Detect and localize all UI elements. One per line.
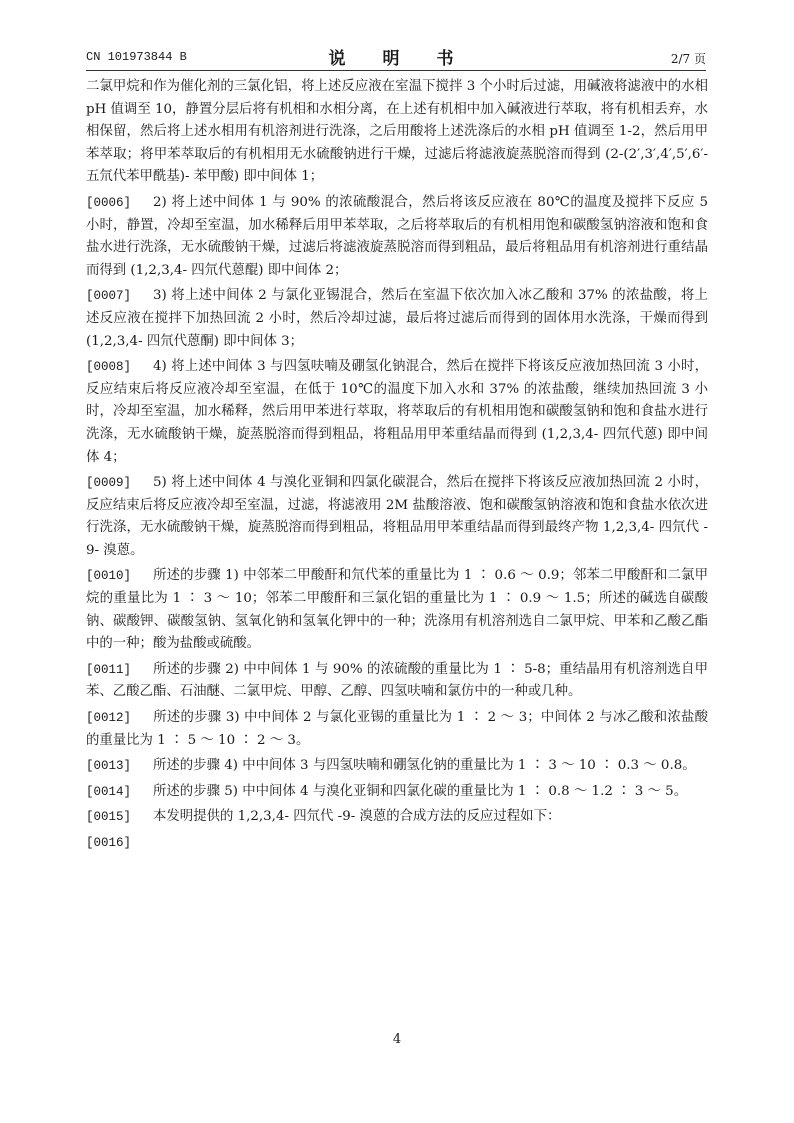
paragraph-text: 本发明提供的 1,2,3,4- 四氘代 -9- 溴蒽的合成方法的反应过程如下： — [153, 809, 561, 825]
paragraph-text: 所述的步骤 2) 中中间体 1 与 90% 的浓硫酸的重量比为 1 ∶ 5-8；重结晶用有机溶剂选自甲苯、乙酸乙酯、石油醚、二氯甲烷、甲醇、乙醇、四氢呋喃和氯仿中的一种或几种。 — [86, 661, 708, 700]
paragraph — [86, 76, 708, 189]
page-indicator: 2/7 页 — [670, 52, 706, 66]
paragraph — [86, 192, 708, 282]
paragraph-number: [0006] — [86, 195, 132, 210]
paragraph — [86, 832, 708, 855]
paragraph-text: 5) 将上述中间体 4 与溴化亚铜和四氯化碳混合，然后在搅拌下将该反应液加热回流 2 小时，反应结束后将反应液冷却至室温，过滤，将滤液用 2M 盐酸溶液、饱和碳酸氢钠溶液和饱和食盐水依次进行洗涤，无水硫酸钠干燥，旋蒸脱溶而得到粗品，将粗品用甲苯重结晶而得到最终产物 1,2,3,4- 四氘代 -9- 溴蒽。 — [86, 475, 708, 558]
paragraph-text: 所述的步骤 3) 中中间体 2 与氯化亚锡的重量比为 1 ∶ 2 ～ 3；中间体 2 与冰乙酸和浓盐酸的重量比为 1 ∶ 5 ～ 10 ∶ 2 ～ 3。 — [86, 710, 708, 748]
paragraph-text: 3) 将上述中间体 2 与氯化亚锡混合，然后在室温下依次加入冰乙酸和 37% 的浓盐酸，将上述反应液在搅拌下加热回流 2 小时，然后冷却过滤，最后将过滤后而得到的固体用水洗涤，干燥而得到 (1,2,3,4- 四氘代蒽酮) 即中间体 3； — [86, 288, 708, 349]
page-number: 4 — [392, 1032, 402, 1047]
paragraph — [86, 285, 708, 353]
paragraph — [86, 565, 708, 655]
paragraph-text: 二氯甲烷和作为催化剂的三氯化铝，将上述反应液在室温下搅拌 3 个小时后过滤，用碱液将滤液中的水相 pH 值调至 10，静置分层后将有机相和水相分离，在上述有机相中加入碱液进行萃取，将有机相丢弃，水相保留，然后将上述水相用有机溶剂进行洗涤，之后用酸将上述洗涤后的水相 pH 值调至 1-2，然后用甲苯萃取；将甲苯萃取后的有机相用无水硫酸钠进行干燥，过滤后将滤液旋蒸脱溶而得到 (2-(2′,3′,4′,5′,6′- 五氘代苯甲酰基)- 苯甲酸) 即中间体 1； — [86, 79, 708, 185]
paragraph-number: [0009] — [86, 476, 132, 491]
paragraph-text: 所述的步骤 1) 中邻苯二甲酸酐和氘代苯的重量比为 1 ∶ 0.6 ～ 0.9；邻苯二甲酸酐和二氯甲烷的重量比为 1 ∶ 3 ～ 10；邻苯二甲酸酐和三氯化铝的重量比为 1 ∶ 0.9 ～ 1.5；所述的碱选自碳酸钠、碳酸钾、碳酸氢钠、氢氧化钠和氢氧化钾中的一种；洗涤用有机溶剂选自二氯甲烷、甲苯和乙酸乙酯中的一种；酸为盐酸或硫酸。 — [86, 568, 708, 652]
paragraph-text: 所述的步骤 4) 中中间体 3 与四氢呋喃和硼氢化钠的重量比为 1 ∶ 3 ～ 10 ∶ 0.3 ～ 0.8。 — [153, 758, 696, 774]
paragraph-number: [0016] — [86, 836, 132, 850]
paragraph-number: [0015] — [86, 810, 132, 825]
paragraph — [86, 659, 708, 704]
paragraph-text: 所述的步骤 5) 中中间体 4 与溴化亚铜和四氯化碳的重量比为 1 ∶ 0.8 ～ 1.2 ∶ 3 ～ 5。 — [153, 783, 688, 799]
paragraph-number: [0014] — [86, 784, 132, 799]
paragraph — [86, 781, 708, 804]
paragraph — [86, 707, 708, 752]
paragraph — [86, 472, 708, 562]
paragraph-number: [0012] — [86, 711, 132, 726]
paragraph-number: [0008] — [86, 360, 132, 375]
paragraph — [86, 806, 708, 829]
page-header — [86, 44, 706, 70]
paragraph-text: 4) 将上述中间体 3 与四氢呋喃及硼氢化钠混合，然后在搅拌下将该反应液加热回流 3 小时，反应结束后将反应液冷却至室温，在低于 10℃的温度下加入水和 37% 的浓盐酸，继续加热回流 3 小时，冷却至室温，加水稀释，然后用甲苯进行萃取，将萃取后的有机相用饱和碳酸氢钠和饱和食盐水进行洗涤，无水硫酸钠干燥，旋蒸脱溶而得到粗品，将粗品用甲苯重结晶而得到 (1,2,3,4- 四氘代蒽) 即中间体 4； — [86, 359, 708, 465]
document-body — [86, 76, 708, 858]
patent-number: CN 101973844 B — [86, 50, 187, 64]
header-rule — [86, 70, 706, 71]
document-title: 说 明 书 — [328, 49, 464, 69]
paragraph — [86, 356, 708, 469]
paragraph-number: [0011] — [86, 662, 132, 677]
paragraph — [86, 755, 708, 778]
paragraph-number: [0010] — [86, 569, 132, 584]
paragraph-number: [0013] — [86, 759, 132, 774]
paragraph-text: 2) 将上述中间体 1 与 90% 的浓硫酸混合，然后将该反应液在 80℃的温度及搅拌下反应 5 小时，静置，冷却至室温，加水稀释后用甲苯萃取，之后将萃取后的有机相用饱和碳酸氢钠溶液和饱和食盐水进行洗涤，无水硫酸钠干燥，过滤后将滤液旋蒸脱溶而得到粗品，最后将粗品用有机溶剂进行重结晶而得到 (1,2,3,4- 四氘代蒽醌) 即中间体 2； — [86, 194, 708, 278]
paragraph-number: [0007] — [86, 289, 132, 304]
